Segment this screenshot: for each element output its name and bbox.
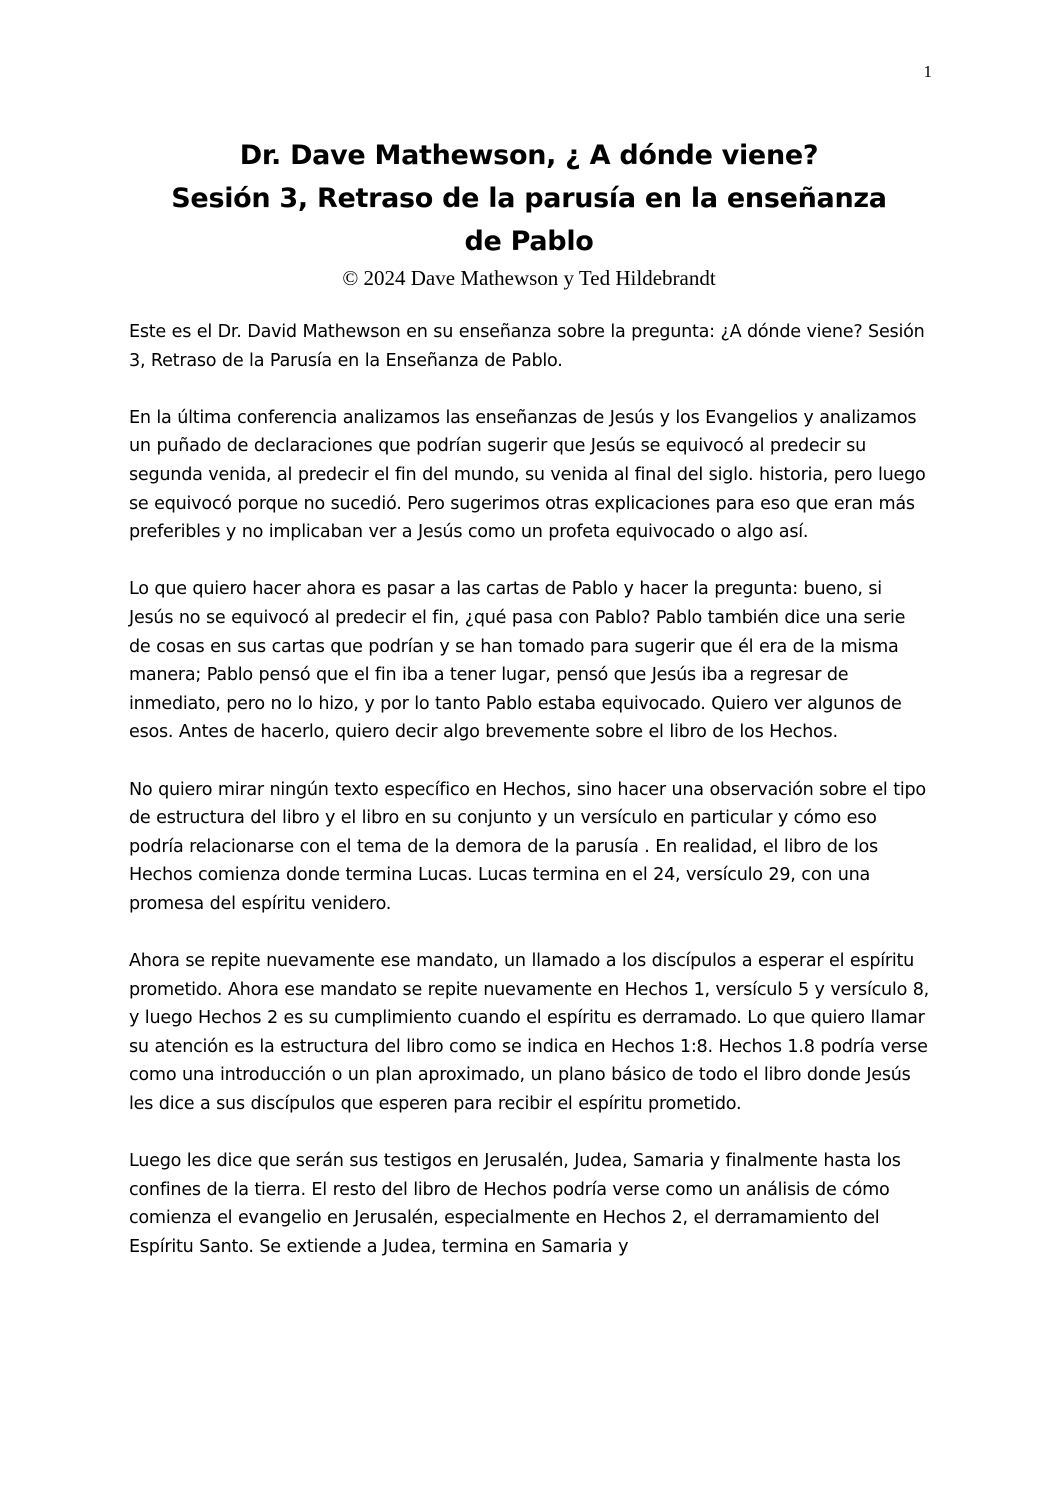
paragraph-4: No quiero mirar ningún texto específico en Hechos, sino hacer una observación sobre el tipo de estructura del libro y el libro en su conjunto y un versículo en particular y cómo eso podría relacionarse con el tema de la demora de la parusía . En realidad, el libro de los Hechos comienza donde termina Lucas. Lucas termina en el 24, versículo 29, con una promesa del espíritu venidero. (129, 779, 926, 914)
copyright-line: © 2024 Dave Mathewson y Ted Hildebrandt (342, 266, 716, 290)
document-body (129, 318, 929, 1290)
title-line-3: de Pablo (464, 226, 594, 257)
paragraph-6: Luego les dice que serán sus testigos en Jerusalén, Judea, Samaria y finalmente hasta los confines de la tierra. El resto del libro de Hechos podría verse como un análisis de cómo comienza el evangelio en Jerusalén, especialmente en Hechos 2, el derramamiento del Espíritu Santo. Se extiende a Judea, termina en Samaria y (129, 1151, 901, 1257)
paragraph-2: En la última conferencia analizamos las enseñanzas de Jesús y los Evangelios y analizamos un puñado de declaraciones que podrían sugerir que Jesús se equivocó al predecir su segunda venida, al predecir el fin del mundo, su venida al final del siglo. historia, pero luego se equivocó porque no sucedió. Pero sugerimos otras explicaciones para eso que eran más preferibles y no implicaban ver a Jesús como un profeta equivocado o algo así. (129, 407, 926, 543)
paragraph-3: Lo que quiero hacer ahora es pasar a las cartas de Pablo y hacer la pregunta: bueno, si Jesús no se equivocó al predecir el fin, ¿qué pasa con Pablo? Pablo también dice una serie de cosas en sus cartas que podrían y se han tomado para sugerir que él era de la misma manera; Pablo pensó que el fin iba a tener lugar, pensó que Jesús iba a regresar de inmediato, pero no lo hizo, y por lo tanto Pablo estaba equivocado. Quiero ver algunos de esos. Antes de hacerlo, quiero decir algo brevemente sobre el libro de los Hechos. (129, 579, 906, 743)
paragraph-1: Este es el Dr. David Mathewson en su enseñanza sobre la pregunta: ¿A dónde viene? Sesión 3, Retraso de la Parusía en la Enseñanza de Pablo. (129, 322, 925, 371)
title-line-2: Sesión 3, Retraso de la parusía en la enseñanza (171, 183, 887, 214)
document-header (129, 134, 929, 291)
paragraph-5: Ahora se repite nuevamente ese mandato, un llamado a los discípulos a esperar el espíritu prometido. Ahora ese mandato se repite nuevamente en Hechos 1, versículo 5 y versículo 8, y luego Hechos 2 es su cumplimiento cuando el espíritu es derramado. Lo que quiero llamar su atención es la estructura del libro como se indica en Hechos 1:8. Hechos 1.8 podría verse como una introducción o un plan aproximado, un plano básico de todo el libro donde Jesús les dice a sus discípulos que esperen para recibir el espíritu prometido. (129, 951, 930, 1115)
page-number: 1 (923, 62, 932, 81)
title-line-1: Dr. Dave Mathewson, ¿ A dónde viene? (239, 140, 819, 171)
